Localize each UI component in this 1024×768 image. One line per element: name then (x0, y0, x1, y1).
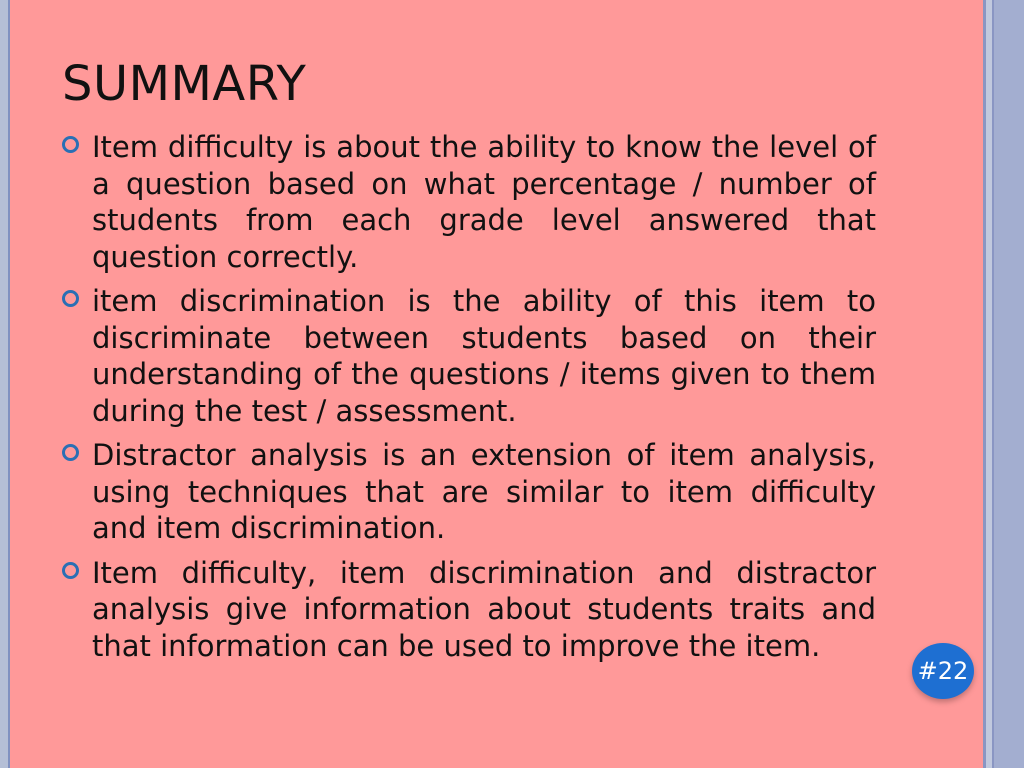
circle-bullet-icon (62, 444, 79, 461)
slide-title: SUMMARY (62, 56, 307, 112)
slide-number-badge: #22 (912, 643, 974, 699)
right-decorative-rail (994, 0, 1024, 768)
circle-bullet-icon (62, 136, 79, 153)
bullet-distractor-analysis (62, 437, 876, 547)
bullet-text: Distractor analysis is an extension of item analysis, using techniques that are similar to item difficulty and item discrimination. (92, 438, 876, 545)
bullet-text: Item difficulty, item discrimination and distractor analysis give information about students traits and that information can be used to improve the item. (92, 555, 876, 663)
circle-bullet-icon (62, 562, 79, 579)
circle-bullet-icon (62, 290, 79, 307)
bullet-text: item discrimination is the ability of this item to discriminate between students based on their understanding of the questions / items given to them during the test / assessment. (92, 284, 876, 428)
summary-bullet-list (62, 129, 876, 672)
bullet-item-difficulty (62, 129, 876, 275)
bullet-item-discrimination (62, 283, 876, 429)
bullet-text: Item difficulty is about the ability to know the level of a question based on what percentage / number of students from each grade level answered that question correctly. (92, 130, 876, 274)
bullet-summary-use (62, 555, 876, 665)
